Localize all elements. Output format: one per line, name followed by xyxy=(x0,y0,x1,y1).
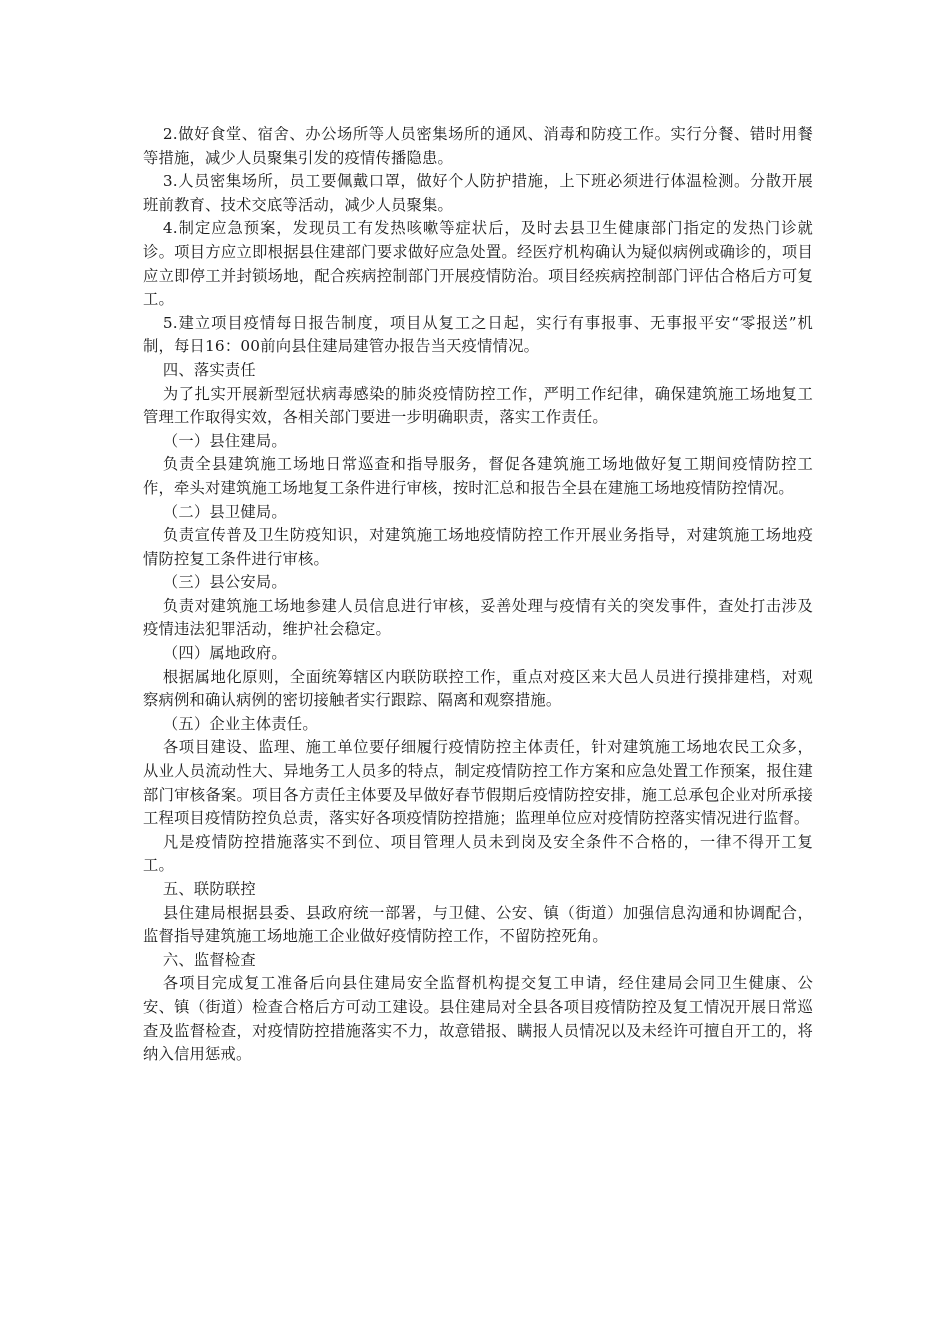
paragraph-public-security: 负责对建筑施工场地参建人员信息进行审核，妥善处理与疫情有关的突发事件，查处打击涉及疫情违法犯罪活动，维护社会稳定。 xyxy=(143,596,813,639)
paragraph-measure-2: 2.做好食堂、宿舍、办公场所等人员密集场所的通风、消毒和防疫工作。实行分餐、错时用餐等措施，减少人员聚集引发的疫情传播隐患。 xyxy=(143,125,813,167)
paragraph-measure-5: 5.建立项目疫情每日报告制度，项目从复工之日起，实行有事报事、无事报平安“零报送”机制，每日16：00前向县住建局建管办报告当天疫情情况。 xyxy=(143,313,813,356)
subheading-housing-bureau: （一）县住建局。 xyxy=(162,431,287,450)
paragraph-no-resumption: 凡是疫情防控措施落实不到位、项目管理人员未到岗及安全条件不合格的，一律不得开工复工。 xyxy=(143,832,813,875)
paragraph-local-government: 根据属地化原则，全面统筹辖区内联防联控工作，重点对疫区来大邑人员进行摸排建档，对观察病例和确认病例的密切接触者实行跟踪、隔离和观察措施。 xyxy=(143,667,813,710)
paragraph-enterprise: 各项目建设、监理、施工单位要仔细履行疫情防控主体责任，针对建筑施工场地农民工众多，从业人员流动性大、异地务工人员多的特点，制定疫情防控工作方案和应急处置工作预案，报住建部门审核备案。项目各方责任主体要及早做好春节假期后疫情防控安排，施工总承包企业对所承接工程项目疫情防控负总责，落实好各项疫情防控措施；监理单位应对疫情防控落实情况进行监督。 xyxy=(143,738,813,828)
paragraph-housing-bureau: 负责全县建筑施工场地日常巡查和指导服务，督促各建筑施工场地做好复工期间疫情防控工作，牵头对建筑施工场地复工条件进行审核，按时汇总和报告全县在建施工场地疫情防控情况。 xyxy=(143,455,813,497)
paragraph-joint-control: 县住建局根据县委、县政府统一部署，与卫健、公安、镇（街道）加强信息沟通和协调配合，监督指导建筑施工场地施工企业做好疫情防控工作，不留防控死角。 xyxy=(143,903,813,946)
paragraph-measure-4: 4.制定应急预案，发现员工有发热咳嗽等症状后，及时去县卫生健康部门指定的发热门诊就诊。项目方应立即根据县住建部门要求做好应急处置。经医疗机构确认为疑似病例或确诊的，项目应立即停工并封锁场地，配合疾病控制部门开展疫情防治。项目经疾病控制部门评估合格后方可复工。 xyxy=(143,219,813,309)
subheading-enterprise: （五）企业主体责任。 xyxy=(162,714,318,733)
subheading-health-bureau: （二）县卫健局。 xyxy=(162,502,287,521)
document-page xyxy=(143,123,813,1067)
paragraph-responsibility-intro: 为了扎实开展新型冠状病毒感染的肺炎疫情防控工作，严明工作纪律，确保建筑施工场地复工管理工作取得实效，各相关部门要进一步明确职责，落实工作责任。 xyxy=(143,384,813,427)
section-heading-6: 六、监督检查 xyxy=(162,950,256,969)
paragraph-inspection: 各项目完成复工准备后向县住建局安全监督机构提交复工申请，经住建局会同卫生健康、公安、镇（街道）检查合格后方可动工建设。县住建局对全县各项目疫情防控及复工情况开展日常巡查及监督检查，对疫情防控措施落实不力，故意错报、瞒报人员情况以及未经许可擅自开工的，将纳入信用惩戒。 xyxy=(143,974,813,1064)
section-heading-5: 五、联防联控 xyxy=(162,880,256,898)
section-heading-4: 四、落实责任 xyxy=(162,360,256,379)
subheading-public-security: （三）县公安局。 xyxy=(162,573,287,592)
paragraph-health-bureau: 负责宣传普及卫生防疫知识，对建筑施工场地疫情防控工作开展业务指导，对建筑施工场地疫情防控复工条件进行审核。 xyxy=(143,526,813,568)
paragraph-measure-3: 3.人员密集场所，员工要佩戴口罩，做好个人防护措施，上下班必须进行体温检测。分散开展班前教育、技术交底等活动，减少人员聚集。 xyxy=(143,172,813,214)
subheading-local-government: （四）属地政府。 xyxy=(162,644,287,663)
